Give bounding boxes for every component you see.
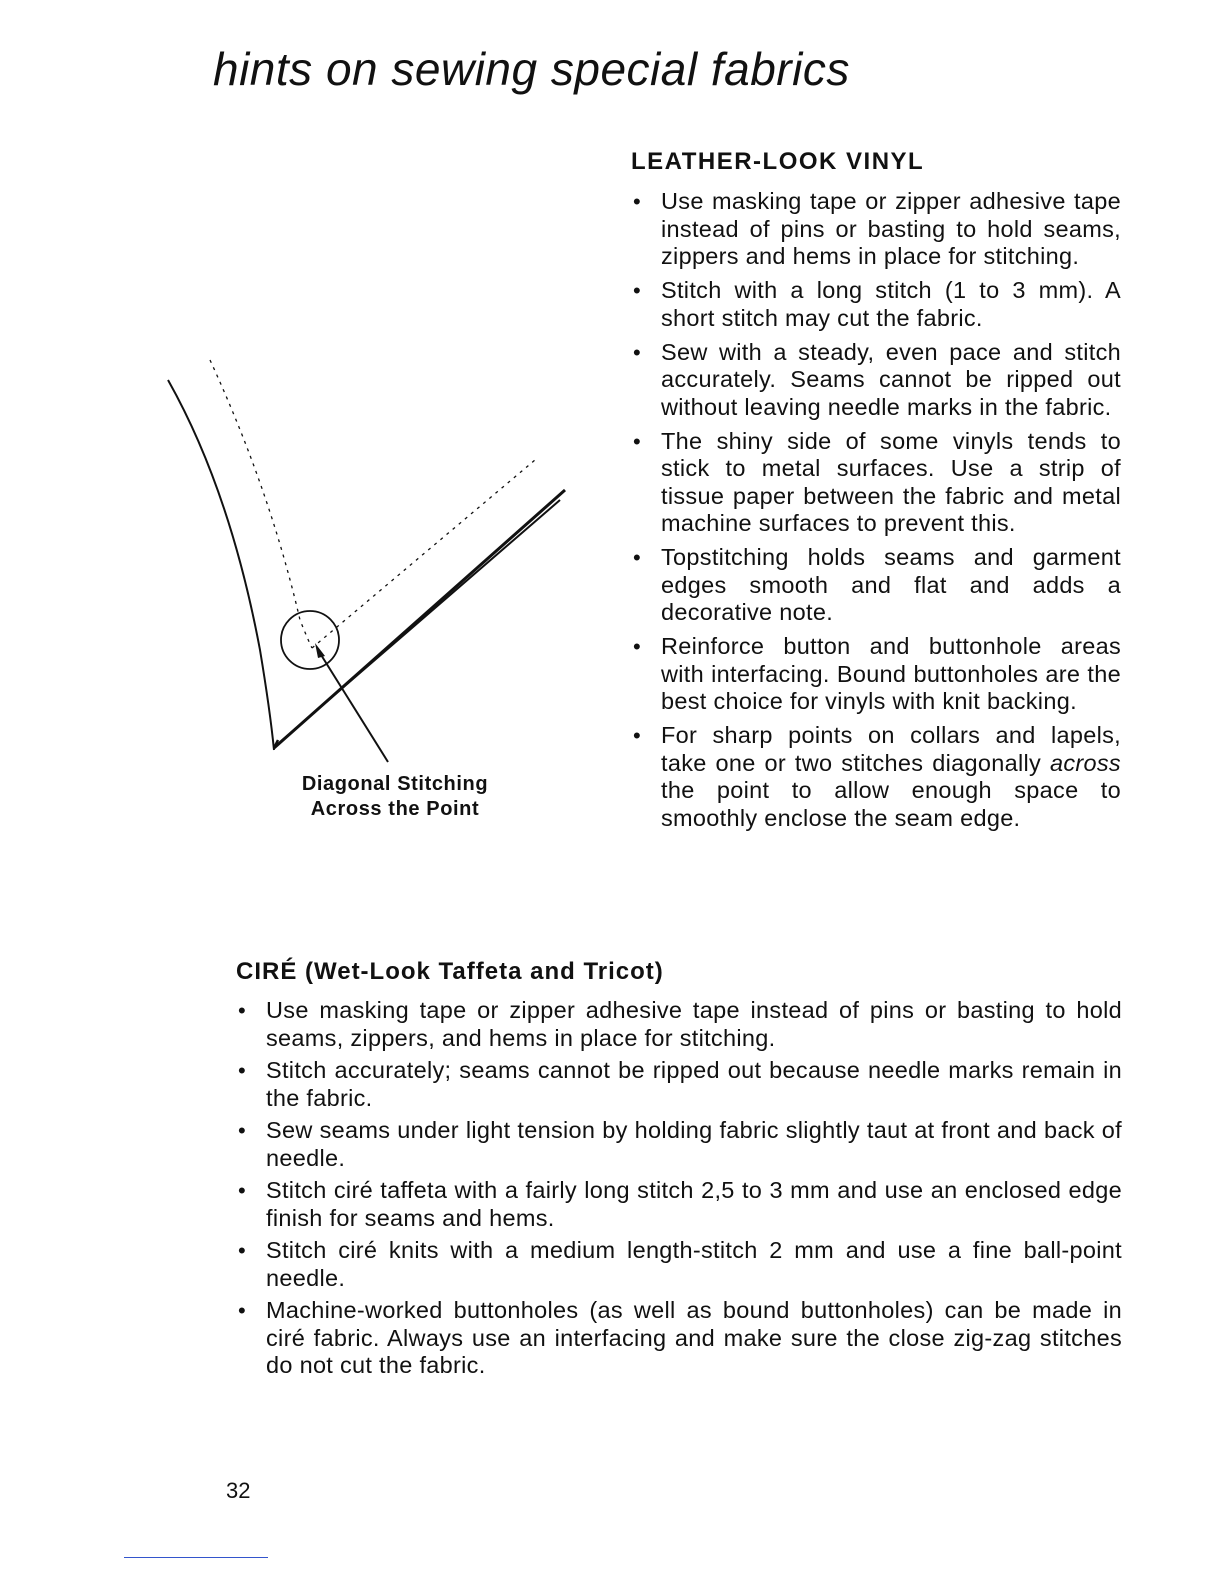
page-number: 32 [226, 1478, 251, 1503]
list-item: • Stitch with a long stitch (1 to 3 mm). A short stitch may cut the fabric. [633, 277, 1121, 331]
bullet-icon: • [633, 189, 642, 214]
list-item: • Stitch ciré taffeta with a fairly long stitch 2,5 to 3 mm and use an enclosed edge finish for seams and hems. [238, 1177, 1122, 1231]
list-item: • Topstitching holds seams and garment edges smooth and flat and adds a decorative note. [633, 544, 1121, 625]
list-item: • Sew seams under light tension by holding fabric slightly taut at front and back of needle. [238, 1117, 1122, 1171]
footer-divider [124, 1557, 268, 1558]
bullet-icon: • [633, 278, 642, 303]
diagonal-stitching-diagram [160, 350, 580, 820]
fabric-edge-line [168, 380, 274, 750]
cire-heading: CIRÉ (Wet-Look Taffeta and Tricot) [236, 958, 664, 985]
list-item: • Sew with a steady, even pace and stitch accurately. Seams cannot be ripped out without leaving needle marks in the fabric. [633, 338, 1121, 420]
vinyl-heading: LEATHER-LOOK VINYL [631, 148, 925, 175]
fabric-edge-right-inner [280, 500, 560, 742]
stitch-line-left [210, 360, 312, 648]
bullet-icon: • [238, 1238, 247, 1263]
list-item: • For sharp points on collars and lapels, take one or two stitches diagonally across the point to allow enough space to smoothly enclose the seam edge. [633, 722, 1121, 831]
list-item: • Stitch ciré knits with a medium length-stitch 2 mm and use a fine ball-point needle. [238, 1237, 1122, 1291]
bullet-icon: • [238, 1178, 247, 1203]
leather-look-vinyl-section [631, 148, 1121, 839]
stitch-line-right [312, 460, 535, 648]
bullet-icon: • [238, 1058, 247, 1083]
bullet-icon: • [238, 998, 247, 1023]
list-item: • Use masking tape or zipper adhesive tape instead of pins or basting to hold seams, zippers and hems in place for stitching. [633, 188, 1121, 269]
bullet-icon: • [633, 545, 642, 570]
list-item: • Machine-worked buttonholes (as well as bound buttonholes) can be made in ciré fabric. Always use an interfacing and make sure the close zig-zag stitches do not cut the fabric. [238, 1297, 1122, 1378]
collar-point-illustration [160, 350, 580, 820]
pointer-line [318, 650, 388, 762]
cire-bullet-list [236, 997, 1122, 1380]
bullet-icon: • [633, 634, 642, 659]
bullet-icon: • [633, 428, 642, 454]
list-item: • The shiny side of some vinyls tends to stick to metal surfaces. Use a strip of tissue paper between the fabric and metal machine surfaces to prevent this. [633, 427, 1121, 536]
figure-caption [270, 772, 520, 822]
caption-line-1: Diagonal Stitching [301, 773, 489, 795]
list-item: • Reinforce button and buttonhole areas with interfacing. Bound buttonholes are the best choice for vinyls with knit backing. [633, 633, 1121, 714]
emphasis-across: across [1049, 749, 1121, 776]
cire-section [236, 958, 1122, 1385]
bullet-icon: • [633, 723, 642, 748]
page-title: hints on sewing special fabrics [213, 43, 850, 95]
arrow-head [315, 643, 325, 658]
bullet-icon: • [633, 339, 642, 365]
list-item: • Stitch accurately; seams cannot be ripped out because needle marks remain in the fabric. [238, 1057, 1122, 1111]
list-item: • Use masking tape or zipper adhesive tape instead of pins or basting to hold seams, zippers, and hems in place for stitching. [238, 997, 1122, 1051]
detail-circle [281, 611, 339, 669]
bullet-icon: • [238, 1298, 247, 1323]
caption-line-2: Across the Point [310, 798, 480, 820]
bullet-icon: • [238, 1118, 247, 1143]
vinyl-bullet-list [631, 188, 1121, 832]
